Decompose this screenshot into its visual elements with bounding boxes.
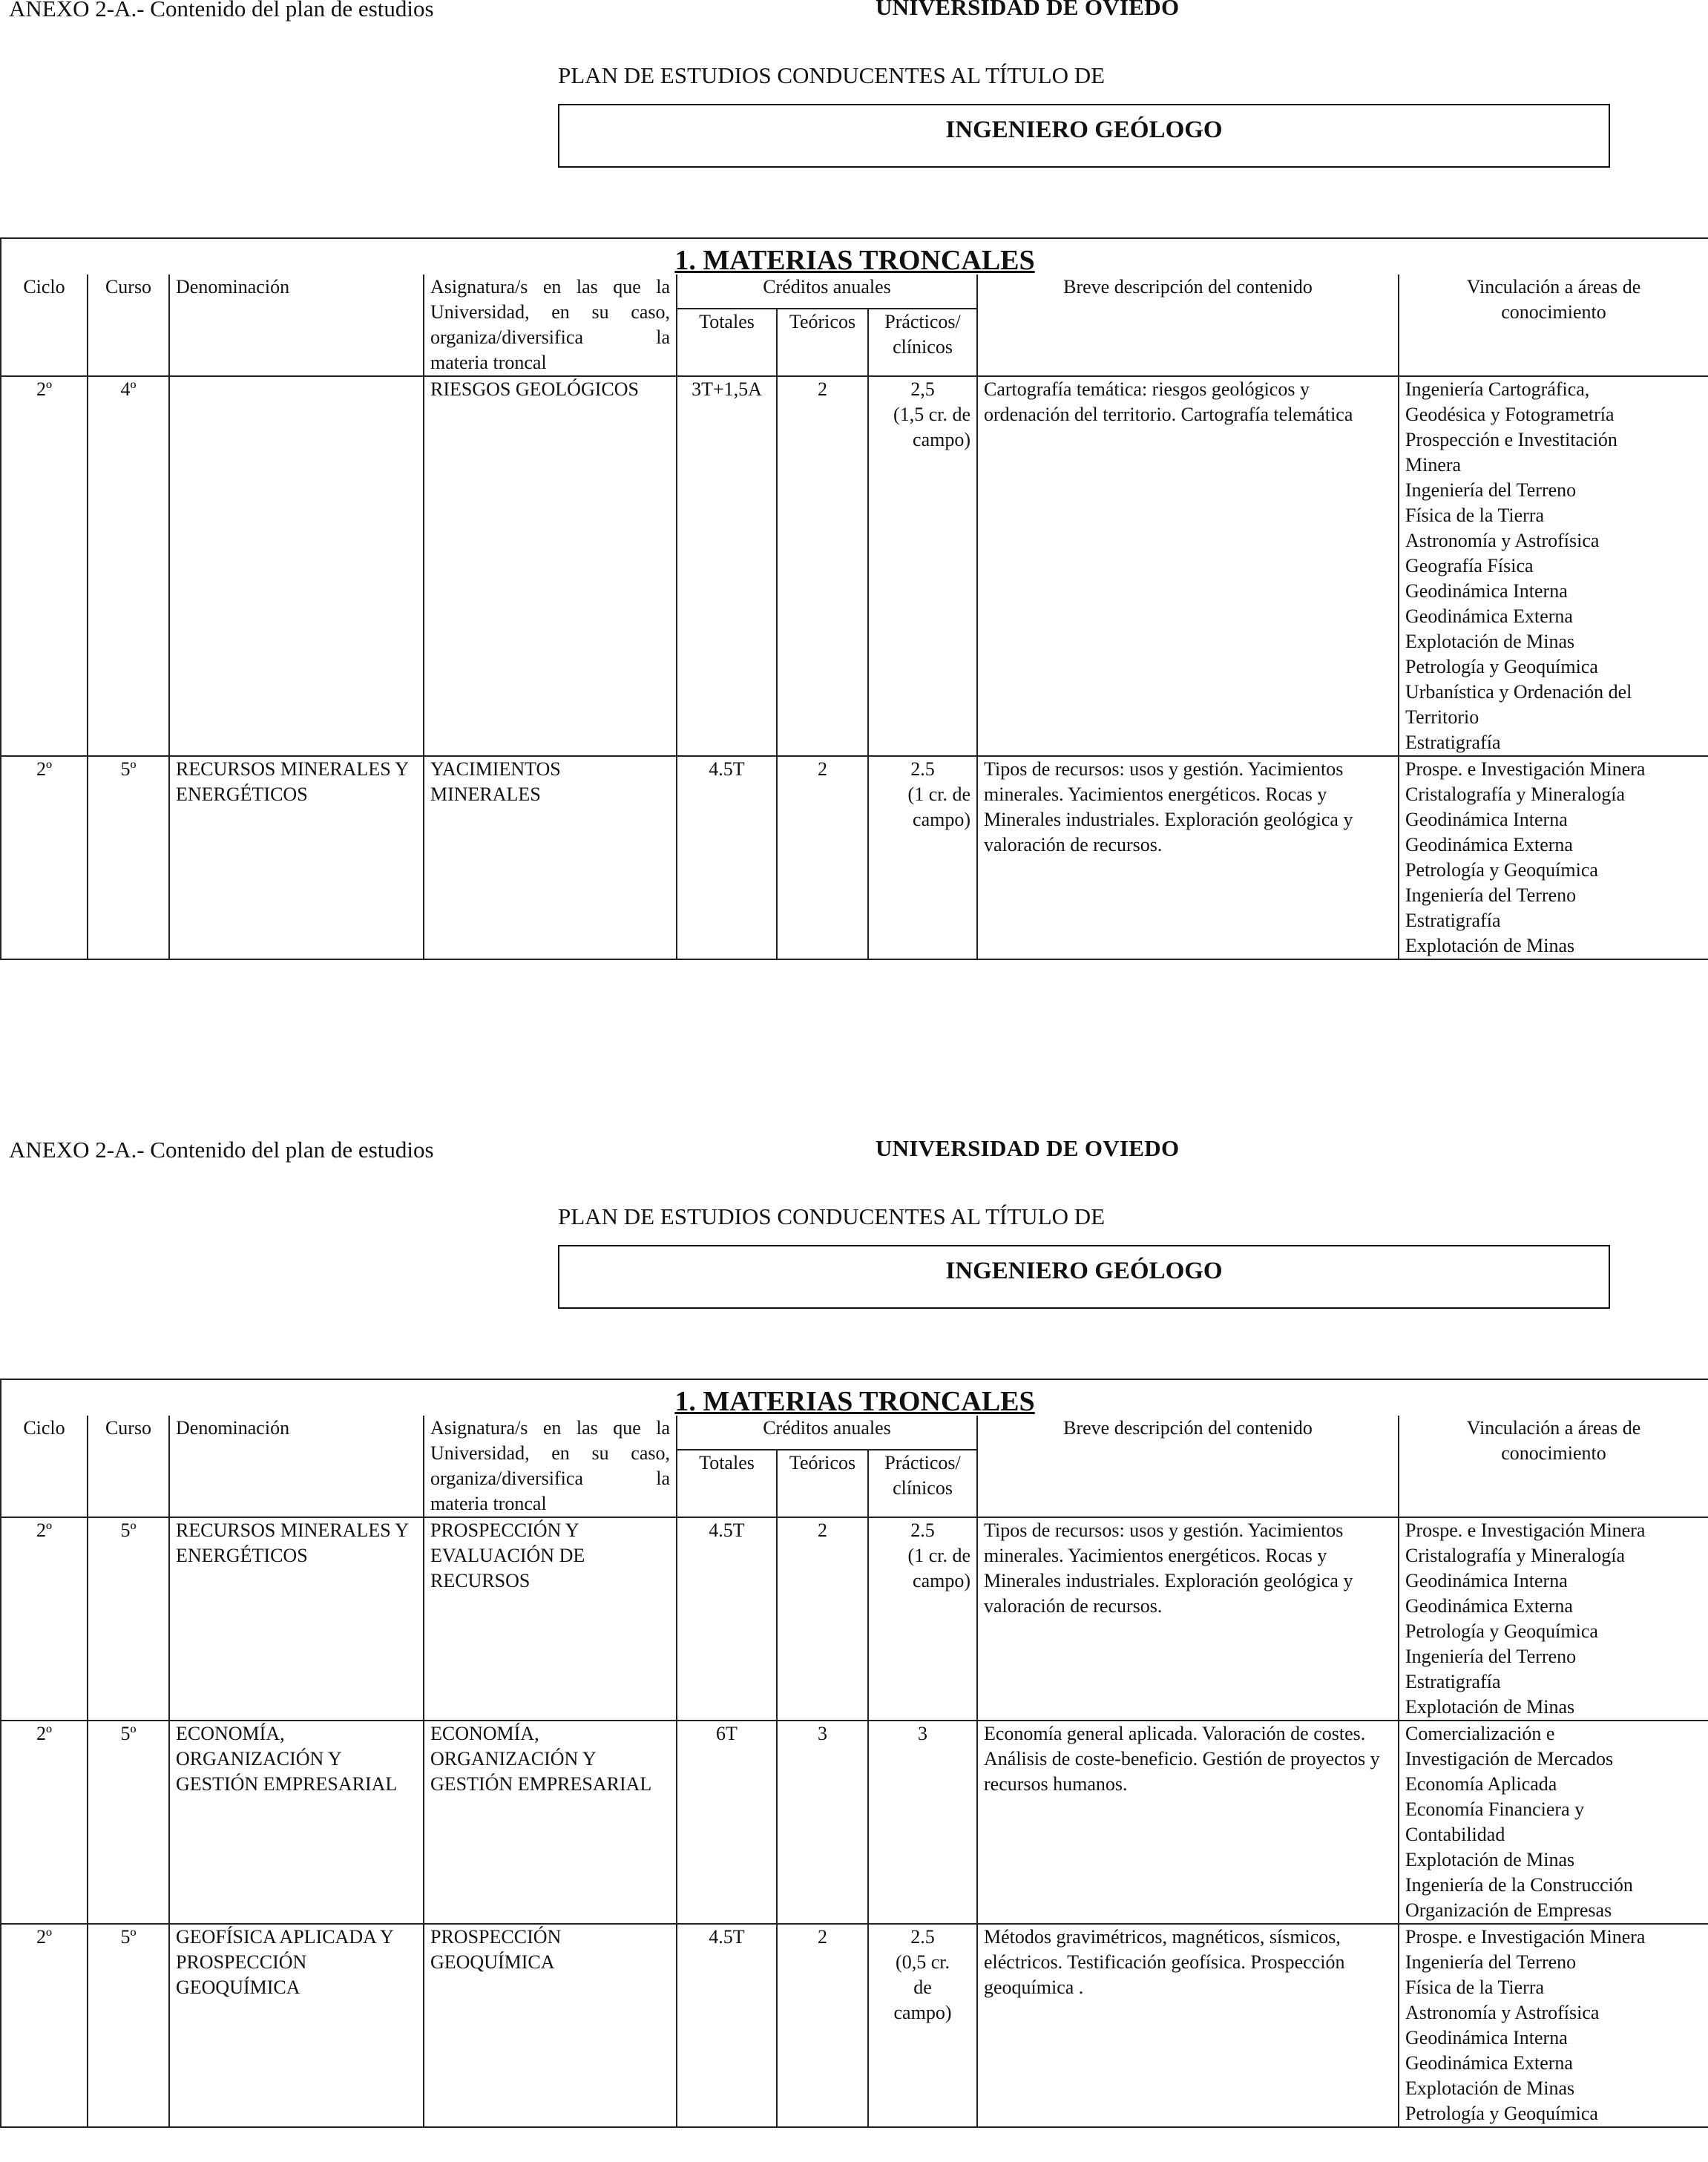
cell-ciclo: 2º: [1, 756, 88, 959]
cell-ciclo: 2º: [1, 1924, 88, 2127]
cell-teoricos: 2: [777, 756, 868, 959]
cell-totales: 4.5T: [677, 756, 777, 959]
header-creditos: Créditos anuales: [677, 275, 977, 309]
cell-teoricos: 3: [777, 1721, 868, 1924]
table-row: [1, 1924, 1708, 2127]
cell-teoricos: 2: [777, 1924, 868, 2127]
cell-descripcion: Economía general aplicada. Valoración de costes. Análisis de coste-beneficio. Gestión de proyectos y recursos humanos.: [977, 1721, 1399, 1924]
cell-teoricos: 2: [777, 1517, 868, 1721]
header-row: [1, 275, 1708, 309]
header-asignatura: Asignatura/s en las que la Universidad, en su caso, organiza/diversifica la materia troncal: [424, 1416, 677, 1517]
cell-denominacion: RECURSOS MINERALES Y ENERGÉTICOS: [169, 1517, 424, 1721]
header-asignatura: Asignatura/s en las que la Universidad, en su caso, organiza/diversifica la materia troncal: [424, 275, 677, 376]
cell-curso: 5º: [88, 756, 169, 959]
cell-descripcion: Tipos de recursos: usos y gestión. Yacimientos minerales. Yacimientos energéticos. Rocas y Minerales industriales. Exploración geológica y valoración de recursos.: [977, 1517, 1399, 1721]
degree-title: INGENIERO GEÓLOGO: [945, 116, 1223, 143]
degree-title-box: [558, 104, 1610, 168]
plan-heading: PLAN DE ESTUDIOS CONDUCENTES AL TÍTULO DE: [558, 1203, 1106, 1229]
cell-practicos: 3: [868, 1721, 977, 1924]
cell-denominacion: GEOFÍSICA APLICADA Y PROSPECCIÓN GEOQUÍMICA: [169, 1924, 424, 2127]
annex-label: ANEXO 2-A.- Contenido del plan de estudios: [9, 0, 434, 22]
header-descripcion: Breve descripción del contenido: [977, 275, 1399, 376]
document-page-1: [0, 0, 1708, 1002]
cell-areas: Ingeniería Cartográfica, Geodésica y Fotogrametría Prospección e Investitación Minera Ingeniería del Terreno Física de la Tierra Astronomía y Astrofísica Geografía Física Geodinámica Interna Geodinámica Externa Explotación de Minas Petrología y Geoquímica Urbanística y Ordenación del Territorio Estratigrafía: [1399, 376, 1708, 756]
cell-denominacion: [169, 376, 424, 756]
header-curso: Curso: [88, 1416, 169, 1517]
troncales-table: [0, 1379, 1708, 2128]
header-totales: Totales: [677, 309, 777, 376]
cell-denominacion: ECONOMÍA, ORGANIZACIÓN Y GESTIÓN EMPRESARIAL: [169, 1721, 424, 1924]
cell-totales: 6T: [677, 1721, 777, 1924]
table-row: [1, 756, 1708, 959]
header-denominacion: Denominación: [169, 1416, 424, 1517]
table-row: [1, 1721, 1708, 1924]
cell-denominacion: RECURSOS MINERALES Y ENERGÉTICOS: [169, 756, 424, 959]
document-page-2: [0, 1135, 1708, 2143]
annex-label: ANEXO 2-A.- Contenido del plan de estudios: [9, 1137, 434, 1163]
degree-title-box: [558, 1245, 1610, 1309]
cell-practicos: 2,5 (1,5 cr. de campo): [868, 376, 977, 756]
header-totales: Totales: [677, 1450, 777, 1517]
cell-areas: Prospe. e Investigación Minera Cristalografía y Mineralogía Geodinámica Interna Geodinámica Externa Petrología y Geoquímica Ingeniería del Terreno Estratigrafía Explotación de Minas: [1399, 756, 1708, 959]
cell-ciclo: 2º: [1, 376, 88, 756]
cell-asignatura: RIESGOS GEOLÓGICOS: [424, 376, 677, 756]
section-title: 1. MATERIAS TRONCALES: [1, 238, 1708, 275]
cell-practicos: 2.5 (0,5 cr. de campo): [868, 1924, 977, 2127]
cell-practicos: 2.5 (1 cr. de campo): [868, 1517, 977, 1721]
header-denominacion: Denominación: [169, 275, 424, 376]
cell-teoricos: 2: [777, 376, 868, 756]
degree-title: INGENIERO GEÓLOGO: [945, 1258, 1223, 1284]
cell-asignatura: PROSPECCIÓN Y EVALUACIÓN DE RECURSOS: [424, 1517, 677, 1721]
header-curso: Curso: [88, 275, 169, 376]
cell-totales: 4.5T: [677, 1924, 777, 2127]
cell-totales: 3T+1,5A: [677, 376, 777, 756]
cell-asignatura: ECONOMÍA, ORGANIZACIÓN Y GESTIÓN EMPRESARIAL: [424, 1721, 677, 1924]
header-vinculacion: Vinculación a áreas de conocimiento: [1399, 1416, 1708, 1517]
university-name: UNIVERSIDAD DE OVIEDO: [876, 0, 1180, 20]
header-teoricos: Teóricos: [777, 309, 868, 376]
cell-asignatura: PROSPECCIÓN GEOQUÍMICA: [424, 1924, 677, 2127]
cell-asignatura: YACIMIENTOS MINERALES: [424, 756, 677, 959]
header-creditos: Créditos anuales: [677, 1416, 977, 1450]
header-descripcion: Breve descripción del contenido: [977, 1416, 1399, 1517]
cell-ciclo: 2º: [1, 1517, 88, 1721]
header-teoricos: Teóricos: [777, 1450, 868, 1517]
header-ciclo: Ciclo: [1, 275, 88, 376]
cell-areas: Prospe. e Investigación Minera Ingeniería del Terreno Física de la Tierra Astronomía y Astrofísica Geodinámica Interna Geodinámica Externa Explotación de Minas Petrología y Geoquímica: [1399, 1924, 1708, 2127]
troncales-table: [0, 237, 1708, 960]
table-row: [1, 1517, 1708, 1721]
university-name: UNIVERSIDAD DE OVIEDO: [876, 1135, 1180, 1161]
plan-heading: PLAN DE ESTUDIOS CONDUCENTES AL TÍTULO DE: [558, 62, 1106, 88]
cell-totales: 4.5T: [677, 1517, 777, 1721]
header-ciclo: Ciclo: [1, 1416, 88, 1517]
cell-descripcion: Cartografía temática: riesgos geológicos y ordenación del territorio. Cartografía telemática: [977, 376, 1399, 756]
cell-curso: 4º: [88, 376, 169, 756]
header-practicos: Prácticos/ clínicos: [868, 309, 977, 376]
section-title: 1. MATERIAS TRONCALES: [1, 1379, 1708, 1416]
cell-curso: 5º: [88, 1517, 169, 1721]
cell-areas: Prospe. e Investigación Minera Cristalografía y Mineralogía Geodinámica Interna Geodinámica Externa Petrología y Geoquímica Ingeniería del Terreno Estratigrafía Explotación de Minas: [1399, 1517, 1708, 1721]
table-row: [1, 376, 1708, 756]
cell-areas: Comercialización e Investigación de Mercados Economía Aplicada Economía Financiera y Contabilidad Explotación de Minas Ingeniería de la Construcción Organización de Empresas: [1399, 1721, 1708, 1924]
header-practicos: Prácticos/ clínicos: [868, 1450, 977, 1517]
cell-curso: 5º: [88, 1924, 169, 2127]
cell-descripcion: Tipos de recursos: usos y gestión. Yacimientos minerales. Yacimientos energéticos. Rocas y Minerales industriales. Exploración geológica y valoración de recursos.: [977, 756, 1399, 959]
header-vinculacion: Vinculación a áreas de conocimiento: [1399, 275, 1708, 376]
cell-practicos: 2.5 (1 cr. de campo): [868, 756, 977, 959]
cell-curso: 5º: [88, 1721, 169, 1924]
cell-ciclo: 2º: [1, 1721, 88, 1924]
header-row: [1, 1416, 1708, 1450]
cell-descripcion: Métodos gravimétricos, magnéticos, sísmicos, eléctricos. Testificación geofísica. Prospección geoquímica .: [977, 1924, 1399, 2127]
